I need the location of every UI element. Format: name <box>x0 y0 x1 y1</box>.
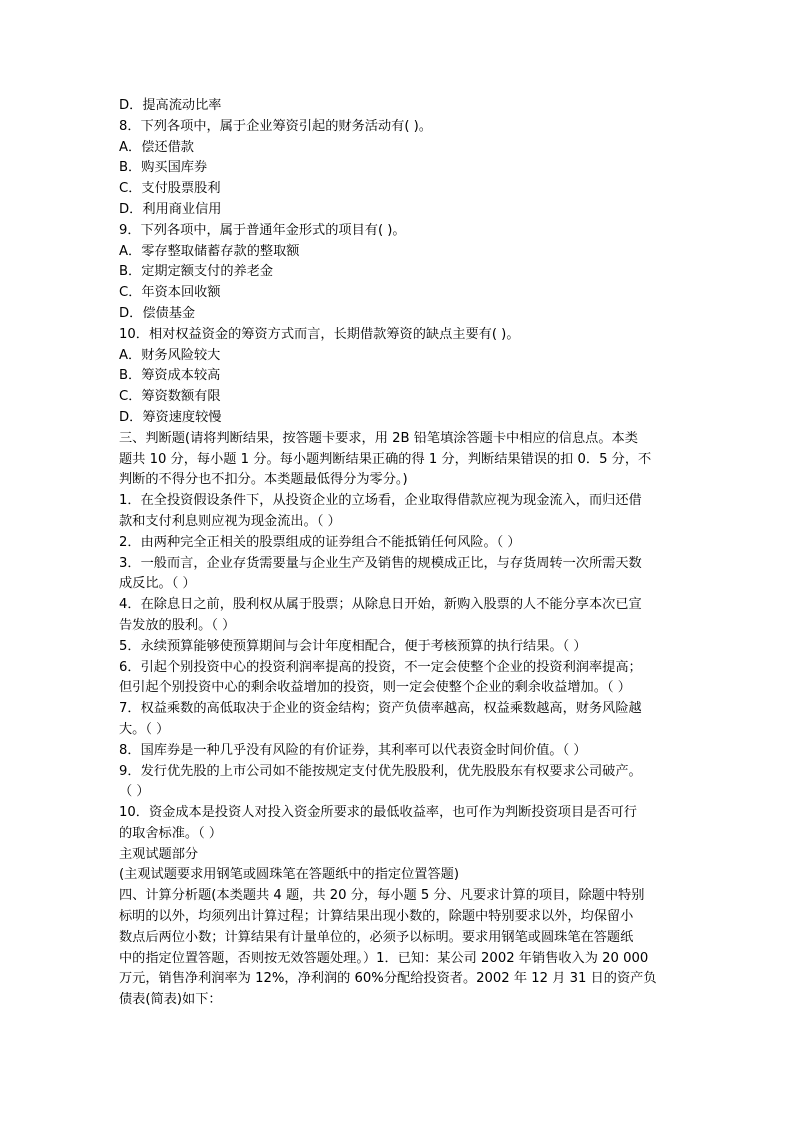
text-line: 的取舍标准。（ ） <box>119 825 223 841</box>
text-line: B．定期定额支付的养老金 <box>119 264 274 280</box>
text-line: 2．由两种完全正相关的股票组成的证券组合不能抵销任何风险。（ ） <box>119 534 521 550</box>
document-body <box>119 96 677 1011</box>
text-line: A．偿还借款 <box>119 139 194 155</box>
text-line: 9．下列各项中，属于普通年金形式的项目有( )。 <box>119 222 406 238</box>
text-line: 7．权益乘数的高低取决于企业的资金结构；资产负债率越高，权益乘数越高，财务风险越 <box>119 701 642 717</box>
text-line: 万元，销售净利润率为 12%，净利润的 60%分配给投资者。2002 年 12 月 31 日的资产负 <box>119 971 657 987</box>
text-line: 款和支付利息则应视为现金流出。（ ） <box>119 513 341 529</box>
text-line: (主观试题要求用钢笔或圆珠笔在答题纸中的指定位置答题) <box>119 867 459 883</box>
text-line: B．筹资成本较高 <box>119 368 221 384</box>
text-line: D．利用商业信用 <box>119 201 222 217</box>
text-line: 5．永续预算能够使预算期间与会计年度相配合，便于考核预算的执行结果。（ ） <box>119 638 587 654</box>
text-line: A．零存整取储蓄存款的整取额 <box>119 243 300 259</box>
text-line: 8．国库券是一种几乎没有风险的有价证券，其利率可以代表资金时间价值。（ ） <box>119 742 587 758</box>
text-line: 1．在全投资假设条件下，从投资企业的立场看，企业取得借款应视为现金流入，而归还借 <box>119 493 642 509</box>
text-line: 9．发行优先股的上市公司如不能按规定支付优先股股利，优先股股东有权要求公司破产。 <box>119 763 642 779</box>
text-line: C．支付股票股利 <box>119 181 221 197</box>
text-line: （ ） <box>119 784 150 800</box>
text-line: 4．在除息日之前，股利权从属于股票；从除息日开始，新购入股票的人不能分享本次已宣 <box>119 597 642 613</box>
text-line: 标明的以外，均须列出计算过程；计算结果出现小数的，除题中特别要求以外，均保留小 <box>119 909 634 925</box>
text-line: 3．一般而言，企业存货需要量与企业生产及销售的规模成正比，与存货周转一次所需天数 <box>119 555 642 571</box>
text-line: C．筹资数额有限 <box>119 389 221 405</box>
text-line: A．财务风险较大 <box>119 347 221 363</box>
text-line: 6．引起个别投资中心的投资利润率提高的投资，不一定会使整个企业的投资利润率提高； <box>119 659 642 675</box>
text-line: 数点后两位小数；计算结果有计量单位的，必须予以标明。要求用钢笔或圆珠笔在答题纸 <box>119 929 634 945</box>
text-line: 8．下列各项中，属于企业筹资引起的财务活动有( )。 <box>119 118 432 134</box>
text-line: 四、计算分析题(本类题共 4 题，共 20 分，每小题 5 分、凡要求计算的项目，除题中特别 <box>119 888 645 904</box>
text-line: D．筹资速度较慢 <box>119 409 222 425</box>
text-line: 10．资金成本是投资人对投入资金所要求的最低收益率，也可作为判断投资项目是否可行 <box>119 805 637 821</box>
text-line: B．购买国库券 <box>119 160 208 176</box>
text-line: 10．相对权益资金的筹资方式而言，长期借款筹资的缺点主要有( )。 <box>119 326 520 342</box>
text-line: 成反比。（ ） <box>119 576 196 592</box>
text-line: D．偿债基金 <box>119 305 196 321</box>
text-line: 主观试题部分 <box>119 846 199 862</box>
text-line: 判断的不得分也不扣分。本类题最低得分为零分。) <box>119 472 408 488</box>
text-line: 题共 10 分，每小题 1 分。每小题判断结果正确的得 1 分，判断结果错误的扣 0．5 分，不 <box>119 451 652 467</box>
text-line: 大。（ ） <box>119 721 170 737</box>
text-line: 债表(简表)如下： <box>119 992 222 1008</box>
text-line: 但引起个别投资中心的剩余收益增加的投资，则一定会使整个企业的剩余收益增加。（ ） <box>119 680 631 696</box>
text-line: D．提高流动比率 <box>119 98 222 113</box>
text-line: 三、判断题(请将判断结果，按答题卡要求，用 2B 铅笔填涂答题卡中相应的信息点。本类 <box>119 430 638 446</box>
text-line: C．年资本回收额 <box>119 285 221 301</box>
text-line: 告发放的股利。（ ） <box>119 617 236 633</box>
text-line: 中的指定位置答题，否则按无效答题处理。）1．已知：某公司 2002 年销售收入为 20 000 <box>119 950 649 966</box>
